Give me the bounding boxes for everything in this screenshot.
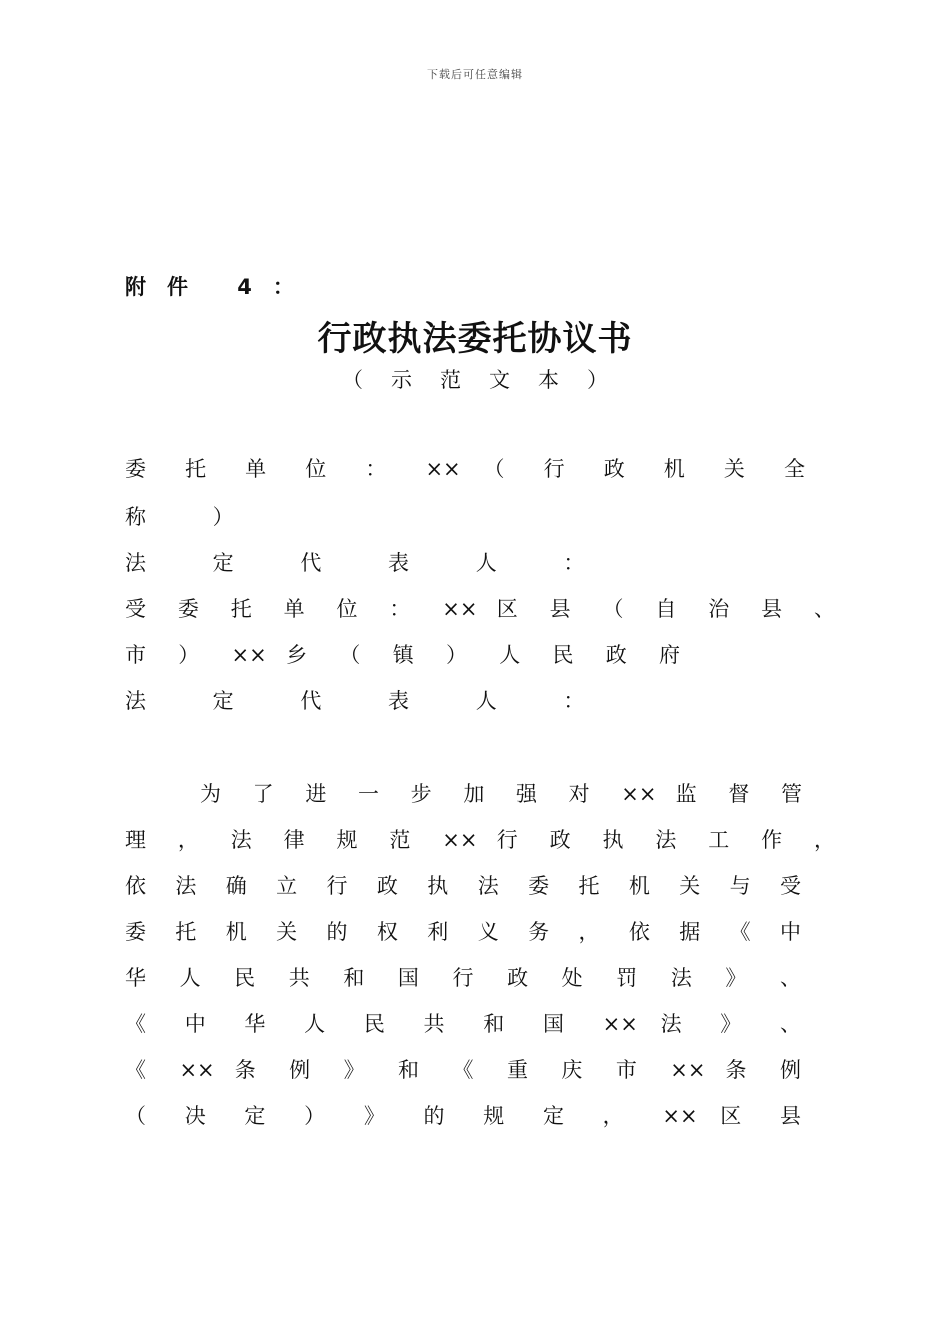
header-note: 下载后可任意编辑	[427, 68, 523, 81]
entrusting-unit-line-1: 委 托 单 位 ： ×× （ 行 政 机 关 全	[125, 457, 805, 481]
entrusting-legal-rep: 法 定 代 表 人 ：	[125, 551, 615, 575]
body-line: 依 法 确 立 行 政 执 法 委 托 机 关 与 受	[125, 874, 801, 898]
entrusted-unit-line-1: 受 委 托 单 位 ： ×× 区 县 （ 自 治 县 、	[125, 597, 835, 621]
body-line: 华 人 民 共 和 国 行 政 处 罚 法 》 、	[125, 966, 801, 990]
body-line: 委 托 机 关 的 权 利 义 务 ， 依 据 《 中	[125, 920, 801, 944]
body-line: 理 ， 法 律 规 范 ×× 行 政 执 法 工 作 ，	[125, 828, 835, 852]
entrusted-unit-line-2: 市 ） ×× 乡 （ 镇 ） 人 民 政 府	[125, 643, 680, 667]
document-title: 行政执法委托协议书	[317, 319, 633, 359]
body-line: 为 了 进 一 步 加 强 对 ×× 监 督 管	[200, 782, 802, 806]
annex-label: 附件 4：	[125, 275, 315, 299]
entrusted-legal-rep: 法 定 代 表 人 ：	[125, 689, 615, 713]
body-line: 《 ×× 条 例 》 和 《 重 庆 市 ×× 条 例	[125, 1058, 801, 1082]
body-line: （ 决 定 ） 》 的 规 定 ， ×× 区 县	[125, 1104, 801, 1128]
entrusting-unit-line-2: 称 ）	[125, 505, 264, 529]
body-line: 《 中 华 人 民 共 和 国 ×× 法 》 、	[125, 1012, 801, 1036]
document-subtitle: （示范文本）	[342, 368, 636, 392]
